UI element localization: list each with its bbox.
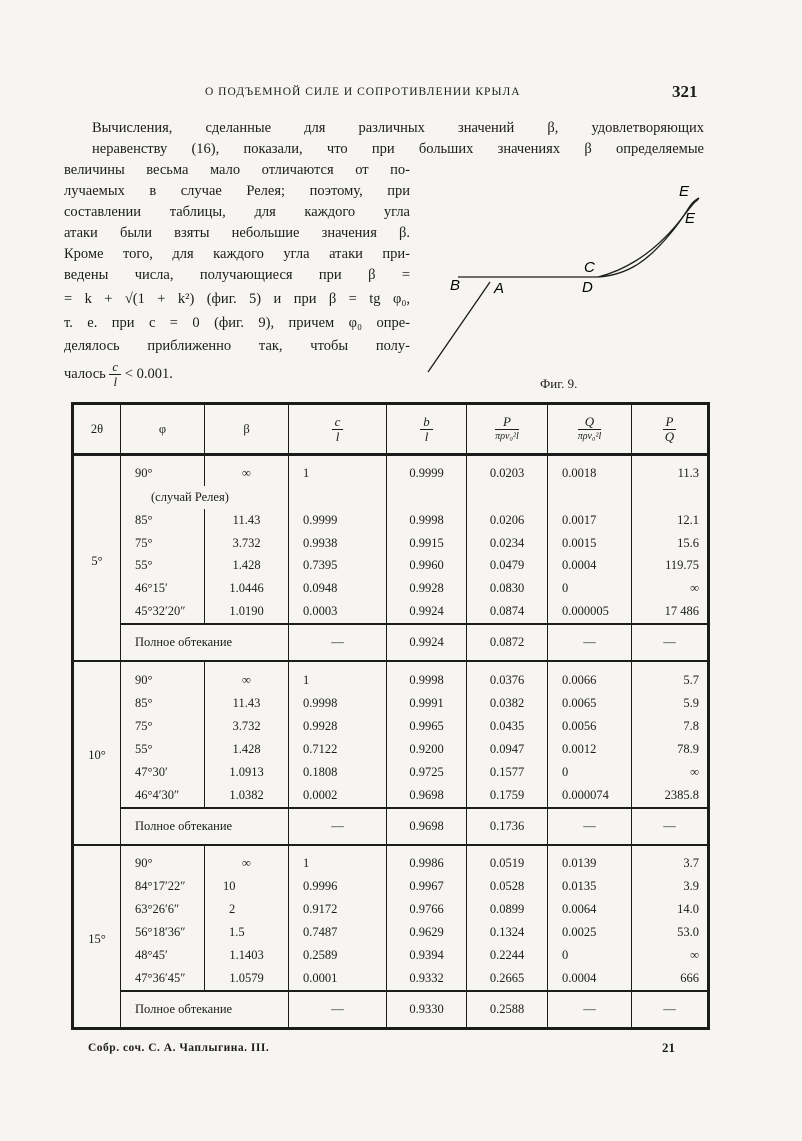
p-over-q-cell: ∞ bbox=[632, 944, 709, 967]
p-over-q-cell: 3.9 bbox=[632, 875, 709, 898]
label-a: A bbox=[494, 280, 505, 297]
beta-cell: 1.0190 bbox=[205, 600, 289, 624]
table-row bbox=[73, 761, 709, 784]
text-fragment: < 0.001. bbox=[124, 365, 173, 382]
b-over-l-cell: 0.9924 bbox=[387, 600, 467, 624]
header-fraction bbox=[332, 415, 344, 444]
phi-cell: 56°18′36″ bbox=[121, 921, 205, 944]
p-over-q-cell: 17 486 bbox=[632, 600, 709, 624]
header-beta: β bbox=[205, 404, 289, 455]
fraction-denominator: l bbox=[424, 428, 429, 444]
header-p-coef bbox=[467, 404, 548, 455]
p-over-q-cell: 119.75 bbox=[632, 555, 709, 578]
header-fraction bbox=[663, 415, 677, 444]
table-row bbox=[73, 455, 709, 486]
q-coef-cell: — bbox=[548, 991, 632, 1029]
p-over-q-cell: 3.7 bbox=[632, 845, 709, 876]
p-coef-cell: 0.1577 bbox=[467, 761, 548, 784]
figure-caption: Фиг. 9. bbox=[540, 376, 578, 391]
c-over-l-cell: 0.7487 bbox=[289, 921, 387, 944]
table-row bbox=[73, 967, 709, 991]
p-coef-cell: 0.2588 bbox=[467, 991, 548, 1029]
fraction-numerator: b bbox=[420, 415, 433, 430]
c-over-l-cell: 0.9172 bbox=[289, 898, 387, 921]
label-c: C bbox=[584, 259, 595, 276]
b-over-l-cell: 0.9698 bbox=[387, 784, 467, 808]
rayleigh-note: (случай Релея) bbox=[121, 486, 289, 509]
text-line: неравенству (16), показали, что при больших значениях β определяемые bbox=[92, 141, 704, 157]
p-coef-cell: 0.0435 bbox=[467, 715, 548, 738]
angle-cell: 10° bbox=[73, 661, 121, 844]
p-coef-cell: 0.0479 bbox=[467, 555, 548, 578]
fraction-denominator: πρv₀²l bbox=[495, 430, 519, 442]
table-row bbox=[73, 577, 709, 600]
c-over-l-cell: 0.0003 bbox=[289, 600, 387, 624]
fraction-denominator: Q bbox=[664, 428, 675, 444]
p-coef-cell: 0.0203 bbox=[467, 455, 548, 486]
beta-cell: 1.428 bbox=[205, 555, 289, 578]
q-coef-cell: 0.0056 bbox=[548, 715, 632, 738]
full-flow-row bbox=[73, 624, 709, 661]
q-coef-cell: 0.0015 bbox=[548, 532, 632, 555]
b-over-l-cell: 0.9986 bbox=[387, 845, 467, 876]
p-over-q-cell: 11.3 bbox=[632, 455, 709, 486]
empty-cell bbox=[632, 486, 709, 509]
text-line: Кроме того, для каждого угла атаки при- bbox=[64, 246, 410, 262]
running-title: О ПОДЪЕМНОЙ СИЛЕ И СОПРОТИВЛЕНИИ КРЫЛА bbox=[205, 86, 521, 98]
beta-cell: 10 bbox=[205, 875, 289, 898]
p-coef-cell: 0.1324 bbox=[467, 921, 548, 944]
p-coef-cell: 0.0830 bbox=[467, 577, 548, 600]
q-coef-cell: — bbox=[548, 808, 632, 845]
p-coef-cell: 0.0376 bbox=[467, 661, 548, 692]
curve-upper bbox=[598, 198, 699, 277]
full-flow-label: Полное обтекание bbox=[121, 808, 289, 845]
c-over-l-cell: 0.0948 bbox=[289, 577, 387, 600]
q-coef-cell: 0.0135 bbox=[548, 875, 632, 898]
beta-cell: 1.0579 bbox=[205, 967, 289, 991]
b-over-l-cell: 0.9629 bbox=[387, 921, 467, 944]
q-coef-cell: 0.0018 bbox=[548, 455, 632, 486]
q-coef-cell: 0.0017 bbox=[548, 509, 632, 532]
table-row bbox=[73, 661, 709, 692]
q-coef-cell: 0.0066 bbox=[548, 661, 632, 692]
b-over-l-cell: 0.9960 bbox=[387, 555, 467, 578]
table-row bbox=[73, 944, 709, 967]
p-over-q-cell: 5.9 bbox=[632, 692, 709, 715]
p-over-q-cell: — bbox=[632, 808, 709, 845]
phi-cell: 90° bbox=[121, 455, 205, 486]
q-coef-cell: 0.0004 bbox=[548, 967, 632, 991]
text-line: Вычисления, сделанные для различных значений β, удовлетворяющих bbox=[92, 120, 704, 136]
q-coef-cell: 0.0065 bbox=[548, 692, 632, 715]
c-over-l-cell: — bbox=[289, 624, 387, 661]
table-row bbox=[73, 738, 709, 761]
beta-cell: 1.0446 bbox=[205, 577, 289, 600]
p-coef-cell: 0.0899 bbox=[467, 898, 548, 921]
c-over-l-cell: 1 bbox=[289, 661, 387, 692]
table-row bbox=[73, 898, 709, 921]
p-over-q-cell: 14.0 bbox=[632, 898, 709, 921]
header-q-coef bbox=[548, 404, 632, 455]
table-row bbox=[73, 692, 709, 715]
table-row bbox=[73, 845, 709, 876]
figure-9-diagram bbox=[420, 178, 716, 378]
c-over-l-cell: 1 bbox=[289, 845, 387, 876]
c-over-l-cell: 0.2589 bbox=[289, 944, 387, 967]
beta-cell: 11.43 bbox=[205, 509, 289, 532]
c-over-l-cell: 0.7395 bbox=[289, 555, 387, 578]
label-e-upper: E bbox=[679, 183, 690, 200]
b-over-l-cell: 0.9766 bbox=[387, 898, 467, 921]
q-coef-cell: — bbox=[548, 624, 632, 661]
p-over-q-cell: ∞ bbox=[632, 577, 709, 600]
table-row bbox=[73, 486, 709, 509]
c-over-l-cell: 0.9928 bbox=[289, 715, 387, 738]
p-coef-cell: 0.1736 bbox=[467, 808, 548, 845]
header-fraction bbox=[420, 415, 433, 444]
c-over-l-cell: 0.9996 bbox=[289, 875, 387, 898]
beta-cell: 1.428 bbox=[205, 738, 289, 761]
footer-source: Собр. соч. С. А. Чаплыгина. III. bbox=[88, 1042, 270, 1054]
full-flow-row bbox=[73, 808, 709, 845]
c-over-l-cell: 0.9999 bbox=[289, 509, 387, 532]
fraction-numerator: c bbox=[332, 415, 344, 430]
beta-cell: 1.1403 bbox=[205, 944, 289, 967]
q-coef-cell: 0 bbox=[548, 944, 632, 967]
q-coef-cell: 0 bbox=[548, 577, 632, 600]
beta-cell: 11.43 bbox=[205, 692, 289, 715]
phi-cell: 85° bbox=[121, 509, 205, 532]
table-row bbox=[73, 532, 709, 555]
phi-cell: 55° bbox=[121, 555, 205, 578]
table-header-row bbox=[73, 404, 709, 455]
b-over-l-cell: 0.9965 bbox=[387, 715, 467, 738]
c-over-l-cell: 1 bbox=[289, 455, 387, 486]
b-over-l-cell: 0.9998 bbox=[387, 661, 467, 692]
b-over-l-cell: 0.9915 bbox=[387, 532, 467, 555]
phi-cell: 90° bbox=[121, 845, 205, 876]
fraction-numerator: c bbox=[109, 360, 121, 375]
table-row bbox=[73, 921, 709, 944]
q-coef-cell: 0 bbox=[548, 761, 632, 784]
table-row bbox=[73, 600, 709, 624]
p-coef-cell: 0.0519 bbox=[467, 845, 548, 876]
page-header bbox=[0, 82, 802, 106]
table-row bbox=[73, 715, 709, 738]
footer-signature: 21 bbox=[662, 1040, 675, 1055]
page-number: 321 bbox=[672, 82, 698, 101]
text-line: лучаемых в случае Релея; поэтому, при bbox=[64, 183, 410, 199]
p-coef-cell: 0.0382 bbox=[467, 692, 548, 715]
b-over-l-cell: 0.9924 bbox=[387, 624, 467, 661]
empty-cell bbox=[548, 486, 632, 509]
table-row bbox=[73, 784, 709, 808]
results-table bbox=[71, 402, 710, 1030]
p-over-q-cell: 78.9 bbox=[632, 738, 709, 761]
p-over-q-cell: 7.8 bbox=[632, 715, 709, 738]
b-over-l-cell: 0.9991 bbox=[387, 692, 467, 715]
phi-cell: 75° bbox=[121, 532, 205, 555]
c-over-l-cell: 0.7122 bbox=[289, 738, 387, 761]
c-over-l-cell: 0.9998 bbox=[289, 692, 387, 715]
beta-cell: 3.732 bbox=[205, 532, 289, 555]
p-over-q-cell: 12.1 bbox=[632, 509, 709, 532]
angle-cell: 5° bbox=[73, 455, 121, 662]
p-coef-cell: 0.2665 bbox=[467, 967, 548, 991]
p-over-q-cell: ∞ bbox=[632, 761, 709, 784]
beta-cell: 3.732 bbox=[205, 715, 289, 738]
phi-cell: 46°4′30″ bbox=[121, 784, 205, 808]
text-line: составлении таблицы, для каждого угла bbox=[64, 204, 410, 220]
p-coef-cell: 0.0874 bbox=[467, 600, 548, 624]
curve-lower bbox=[598, 198, 699, 277]
b-over-l-cell: 0.9698 bbox=[387, 808, 467, 845]
header-fraction bbox=[578, 415, 602, 444]
header-b-over-l bbox=[387, 404, 467, 455]
b-over-l-cell: 0.9200 bbox=[387, 738, 467, 761]
phi-cell: 48°45′ bbox=[121, 944, 205, 967]
q-coef-cell: 0.0004 bbox=[548, 555, 632, 578]
full-flow-label: Полное обтекание bbox=[121, 991, 289, 1029]
phi-cell: 84°17′22″ bbox=[121, 875, 205, 898]
beta-cell: ∞ bbox=[205, 455, 289, 486]
text-line: делялось приближенно так, чтобы полу- bbox=[64, 338, 410, 354]
text-fragment: чалось bbox=[64, 365, 106, 382]
label-d: D bbox=[582, 279, 593, 296]
fraction-numerator: P bbox=[495, 415, 519, 430]
p-coef-cell: 0.0872 bbox=[467, 624, 548, 661]
label-b: B bbox=[450, 277, 461, 294]
phi-cell: 75° bbox=[121, 715, 205, 738]
p-coef-cell: 0.0947 bbox=[467, 738, 548, 761]
beta-cell: 1.5 bbox=[205, 921, 289, 944]
c-over-l-cell: 0.0001 bbox=[289, 967, 387, 991]
p-over-q-cell: — bbox=[632, 991, 709, 1029]
p-coef-cell: 0.0206 bbox=[467, 509, 548, 532]
header-phi: φ bbox=[121, 404, 205, 455]
q-coef-cell: 0.0139 bbox=[548, 845, 632, 876]
beta-cell: 2 bbox=[205, 898, 289, 921]
fraction-numerator: P bbox=[663, 415, 677, 430]
text-line: атаки были взяты небольшие значения β. bbox=[64, 225, 410, 241]
empty-cell bbox=[467, 486, 548, 509]
phi-cell: 45°32′20″ bbox=[121, 600, 205, 624]
p-over-q-cell: 53.0 bbox=[632, 921, 709, 944]
fraction-denominator: l bbox=[335, 428, 340, 444]
beta-cell: 1.0913 bbox=[205, 761, 289, 784]
table-row bbox=[73, 509, 709, 532]
c-over-l-cell: 0.1808 bbox=[289, 761, 387, 784]
p-coef-cell: 0.0528 bbox=[467, 875, 548, 898]
header-fraction bbox=[495, 415, 519, 444]
fraction-numerator: Q bbox=[578, 415, 602, 430]
header-angle: 2θ bbox=[73, 404, 121, 455]
empty-cell bbox=[387, 486, 467, 509]
text-line: величины весьма мало отличаются от по- bbox=[64, 162, 410, 178]
q-coef-cell: 0.0064 bbox=[548, 898, 632, 921]
c-over-l-cell: — bbox=[289, 808, 387, 845]
table-row bbox=[73, 875, 709, 898]
phi-cell: 63°26′6″ bbox=[121, 898, 205, 921]
b-over-l-cell: 0.9330 bbox=[387, 991, 467, 1029]
c-over-l-cell: — bbox=[289, 991, 387, 1029]
plate-line bbox=[428, 282, 490, 372]
text-line: ведены числа, получающиеся при β = bbox=[64, 267, 410, 283]
fraction-denominator: πρv₀²l bbox=[577, 430, 602, 442]
b-over-l-cell: 0.9725 bbox=[387, 761, 467, 784]
b-over-l-cell: 0.9999 bbox=[387, 455, 467, 486]
text-line: т. е. при c = 0 (фиг. 9), причем φ₀ опре- bbox=[64, 315, 410, 331]
empty-cell bbox=[289, 486, 387, 509]
full-flow-row bbox=[73, 991, 709, 1029]
q-coef-cell: 0.0025 bbox=[548, 921, 632, 944]
phi-cell: 47°30′ bbox=[121, 761, 205, 784]
beta-cell: 1.0382 bbox=[205, 784, 289, 808]
angle-cell: 15° bbox=[73, 845, 121, 1029]
b-over-l-cell: 0.9967 bbox=[387, 875, 467, 898]
p-over-q-cell: — bbox=[632, 624, 709, 661]
header-c-over-l bbox=[289, 404, 387, 455]
phi-cell: 55° bbox=[121, 738, 205, 761]
q-coef-cell: 0.0012 bbox=[548, 738, 632, 761]
phi-cell: 47°36′45″ bbox=[121, 967, 205, 991]
p-over-q-cell: 2385.8 bbox=[632, 784, 709, 808]
phi-cell: 85° bbox=[121, 692, 205, 715]
phi-cell: 90° bbox=[121, 661, 205, 692]
p-coef-cell: 0.0234 bbox=[467, 532, 548, 555]
beta-cell: ∞ bbox=[205, 845, 289, 876]
p-coef-cell: 0.2244 bbox=[467, 944, 548, 967]
header-p-over-q bbox=[632, 404, 709, 455]
p-coef-cell: 0.1759 bbox=[467, 784, 548, 808]
full-flow-label: Полное обтекание bbox=[121, 624, 289, 661]
b-over-l-cell: 0.9332 bbox=[387, 967, 467, 991]
p-over-q-cell: 15.6 bbox=[632, 532, 709, 555]
q-coef-cell: 0.000005 bbox=[548, 600, 632, 624]
beta-cell: ∞ bbox=[205, 661, 289, 692]
b-over-l-cell: 0.9928 bbox=[387, 577, 467, 600]
p-over-q-cell: 5.7 bbox=[632, 661, 709, 692]
b-over-l-cell: 0.9394 bbox=[387, 944, 467, 967]
p-over-q-cell: 666 bbox=[632, 967, 709, 991]
phi-cell: 46°15′ bbox=[121, 577, 205, 600]
c-over-l-cell: 0.9938 bbox=[289, 532, 387, 555]
text-line-last bbox=[64, 360, 173, 389]
table-row bbox=[73, 555, 709, 578]
q-coef-cell: 0.000074 bbox=[548, 784, 632, 808]
text-line: = k + √(1 + k²) (фиг. 5) и при β = tg φ₀, bbox=[64, 291, 410, 307]
fraction-denominator: l bbox=[113, 374, 118, 389]
c-over-l-cell: 0.0002 bbox=[289, 784, 387, 808]
label-e-lower: E bbox=[685, 210, 696, 227]
b-over-l-cell: 0.9998 bbox=[387, 509, 467, 532]
c-over-l-fraction bbox=[109, 360, 121, 389]
